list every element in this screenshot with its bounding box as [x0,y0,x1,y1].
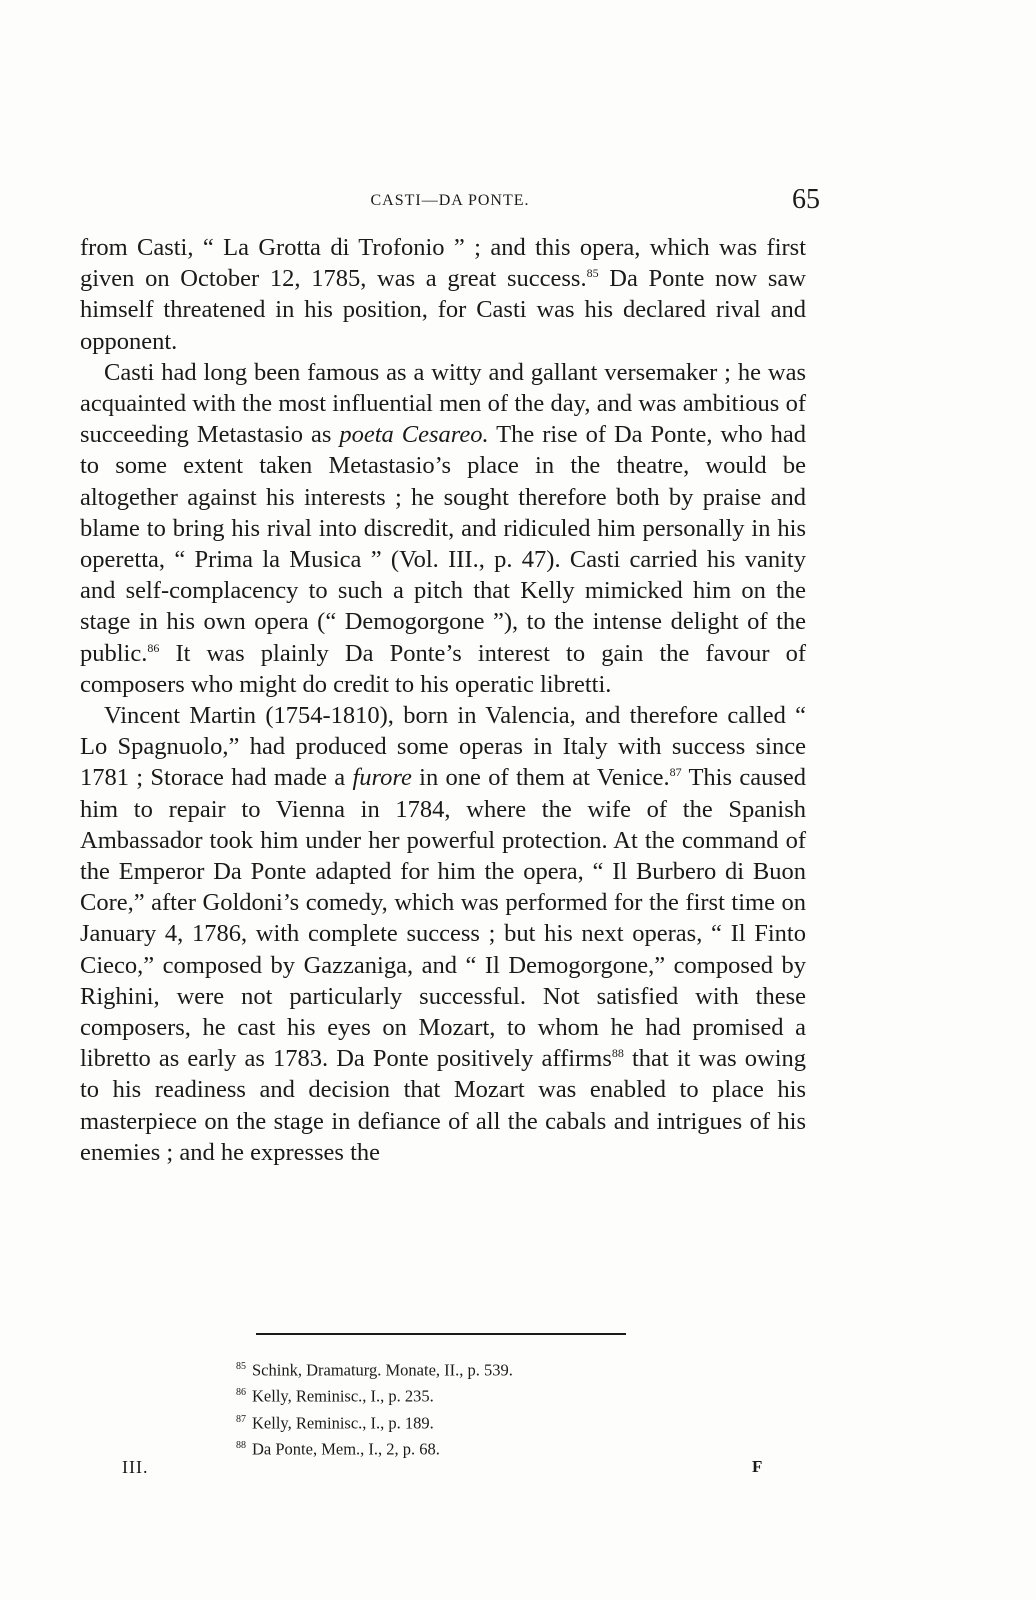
body-text [80,232,806,1168]
footnote-rule [256,1333,626,1335]
footnote [236,1409,736,1435]
footnote [236,1382,736,1408]
footnote-mark: 85 [236,1361,246,1372]
paragraph [80,357,806,700]
footnote [236,1356,736,1382]
text-segment: Casti had long been famous as a witty and gallant versemaker ; he was acquainted with the most influential men of the day, and was ambitious of succeeding Metastasio as [80,358,806,449]
page-number: 65 [792,184,820,215]
footnote-mark: 87 [236,1413,246,1425]
paragraph [80,232,806,357]
italic-text: poeta Cesareo. [339,421,489,449]
footnote-reference: 85 [586,266,599,281]
text-segment: This caused him to repair to Vienna in 1784, where the wife of the Spanish Ambassador took him under her powerful protection. At the command of the Emperor Da Ponte adapted for him the opera, “ Il Burbero di Buon Core,” after Goldoni’s comedy, which was performed for the first time on January 4, 1786, with complete success ; but his next operas, “ Il Finto Cieco,” composed by Gazzaniga, and “ Il Demogorgone,” composed by Righini, were not particularly successful. Not satisfied with these composers, he cast his eyes on Mozart, to whom he had promised a libretto as early as 1783. Da Ponte positively affirms [80,764,806,1073]
footnote-reference: 86 [147,640,160,655]
signature-volume: III. [122,1457,149,1477]
footnotes [236,1356,736,1461]
footnote-text: Schink, Dramaturg. Monate, II., p. 539. [252,1360,513,1380]
footnote-reference: 88 [611,1046,624,1061]
text-segment: Vincent Martin (1754-1810), born in Valencia, and therefore called “ Lo Spagnuolo,” had produced some operas in Italy with success since 1781 ; Storace had made a [80,702,806,792]
text-segment: The rise of Da Ponte, who had to some extent taken Metastasio’s place in the theatre, would be altogether against his interests ; he sought therefore both by praise and blame to bring his rival into discredit, and ridiculed him personally in his operetta, “ Prima la Musica ” (Vol. III., p. 47). Casti carried his vanity and self-complacency to such a pitch that Kelly mimicked him on the stage in his own opera (“ Demogorgone ”), to the intense delight of the public. [80,421,806,667]
signature-letter: F [752,1457,763,1476]
footnote-text: Kelly, Reminisc., I., p. 189. [252,1413,434,1433]
footnote-text: Kelly, Reminisc., I., p. 235. [252,1386,434,1406]
text-segment: that it was owing to his readiness and decision that Mozart was enabled to place his masterpiece on the stage in defiance of all the cabals and intrigues of his enemies ; and he expresses the [80,1045,806,1166]
text-segment: It was plainly Da Ponte’s interest to gain the favour of composers who might do credit to his operatic libretti. [80,639,806,698]
paragraph [80,700,806,1168]
footnote [236,1435,736,1461]
italic-text: furore [352,764,412,792]
footnote-mark: 86 [236,1387,246,1399]
page-header [80,184,820,224]
footnote-mark: 88 [236,1439,246,1451]
text-segment: Da Ponte now saw himself threatened in his position, for Casti was his declared rival and opponent. [80,265,806,355]
text-segment: from Casti, “ La Grotta di Trofonio ” ; and this opera, which was first given on October 12, 1785, was a great success. [80,234,806,293]
running-head: CASTI—DA PONTE. [370,192,530,209]
footnote-text: Da Ponte, Mem., I., 2, p. 68. [252,1439,440,1459]
text-segment: in one of them at Venice. [411,764,670,792]
footnote-reference: 87 [669,765,682,780]
